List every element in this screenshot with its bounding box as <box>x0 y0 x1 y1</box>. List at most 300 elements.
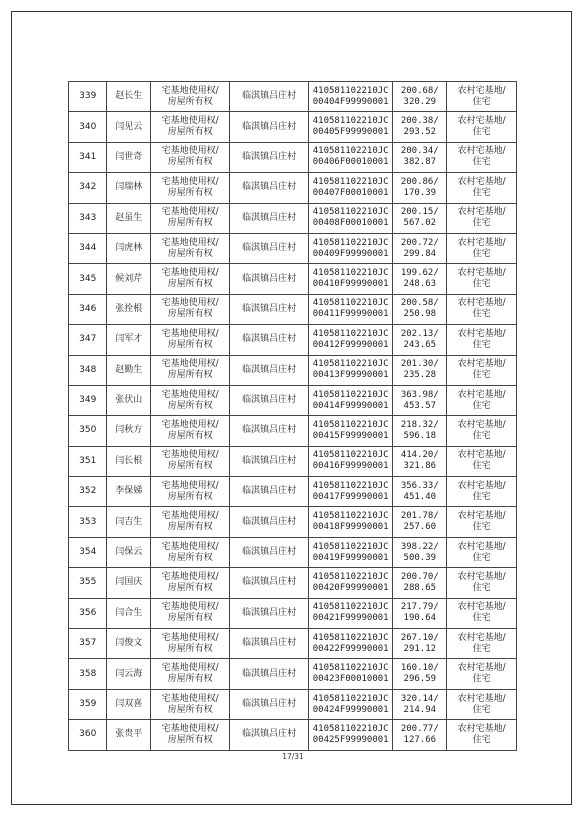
right-type-cell-line: 房屋所有权 <box>167 96 213 107</box>
area-cell-line: 201.30/ <box>400 359 439 370</box>
area-cell-line: 201.78/ <box>400 511 439 522</box>
owner-name-cell: 闫合生 <box>107 598 151 628</box>
area-cell-line: 500.39 <box>403 552 437 563</box>
owner-name-cell: 张贵平 <box>107 720 151 750</box>
record-number-cell: 340 <box>69 112 107 142</box>
owner-name-cell: 李保娣 <box>107 477 151 507</box>
owner-name-cell: 赵虽生 <box>107 203 151 233</box>
right-type-cell <box>151 203 230 233</box>
parcel-code-cell-line: 00405F99990001 <box>312 127 389 138</box>
right-type-cell-line: 房屋所有权 <box>167 218 213 229</box>
area-cell <box>393 629 447 659</box>
land-use-cell <box>447 598 517 628</box>
table-row <box>69 659 517 689</box>
area-cell-line: 127.66 <box>403 734 437 745</box>
right-type-cell <box>151 720 230 750</box>
parcel-code-cell-line: 410581102210JC <box>312 146 389 157</box>
area-cell <box>393 294 447 324</box>
owner-name-cell: 赵长生 <box>107 82 151 112</box>
record-number-cell: 349 <box>69 385 107 415</box>
parcel-code-cell <box>309 82 393 112</box>
parcel-code-cell-line: 00425F99990001 <box>312 734 389 745</box>
area-cell <box>393 477 447 507</box>
area-cell-line: 257.60 <box>403 522 437 533</box>
owner-name-cell: 张伏山 <box>107 385 151 415</box>
record-number-cell: 353 <box>69 507 107 537</box>
area-cell <box>393 385 447 415</box>
location-cell: 临淇镇吕庄村 <box>230 689 309 719</box>
land-use-cell <box>447 264 517 294</box>
record-number-cell: 351 <box>69 446 107 476</box>
area-cell <box>393 507 447 537</box>
right-type-cell-line: 宅基地使用权/ <box>161 359 219 370</box>
parcel-code-cell-line: 00404F99990001 <box>312 96 389 107</box>
land-use-cell <box>447 689 517 719</box>
table-row <box>69 203 517 233</box>
right-type-cell-line: 宅基地使用权/ <box>161 480 219 491</box>
owner-name-cell: 候刘芹 <box>107 264 151 294</box>
right-type-cell-line: 宅基地使用权/ <box>161 571 219 582</box>
parcel-code-cell <box>309 446 393 476</box>
location-cell: 临淇镇吕庄村 <box>230 264 309 294</box>
parcel-code-cell <box>309 598 393 628</box>
right-type-cell-line: 宅基地使用权/ <box>161 632 219 643</box>
area-cell-line: 200.77/ <box>400 723 439 734</box>
location-cell: 临淇镇吕庄村 <box>230 294 309 324</box>
right-type-cell <box>151 385 230 415</box>
location-cell: 临淇镇吕庄村 <box>230 325 309 355</box>
parcel-code-cell-line: 00413F99990001 <box>312 370 389 381</box>
right-type-cell-line: 房屋所有权 <box>167 157 213 168</box>
right-type-cell <box>151 82 230 112</box>
location-cell: 临淇镇吕庄村 <box>230 385 309 415</box>
land-use-cell-line: 住宅 <box>472 127 491 138</box>
parcel-code-cell <box>309 720 393 750</box>
land-use-cell-line: 农村宅基地/ <box>457 480 506 491</box>
area-cell <box>393 416 447 446</box>
parcel-code-cell <box>309 507 393 537</box>
right-type-cell-line: 房屋所有权 <box>167 187 213 198</box>
parcel-code-cell <box>309 416 393 446</box>
table-row <box>69 416 517 446</box>
land-use-cell <box>447 477 517 507</box>
record-number-cell: 359 <box>69 689 107 719</box>
parcel-code-cell-line: 00412F99990001 <box>312 339 389 350</box>
parcel-code-cell <box>309 659 393 689</box>
owner-name-cell: 闫瑞林 <box>107 173 151 203</box>
parcel-code-cell-line: 410581102210JC <box>312 450 389 461</box>
location-cell: 临淇镇吕庄村 <box>230 537 309 567</box>
table-row <box>69 720 517 750</box>
land-use-cell-line: 住宅 <box>472 704 491 715</box>
land-use-cell-line: 农村宅基地/ <box>457 450 506 461</box>
area-cell <box>393 598 447 628</box>
land-use-cell <box>447 325 517 355</box>
table-row <box>69 325 517 355</box>
area-cell <box>393 446 447 476</box>
land-use-cell-line: 农村宅基地/ <box>457 389 506 400</box>
land-use-cell-line: 住宅 <box>472 461 491 472</box>
land-use-cell-line: 农村宅基地/ <box>457 176 506 187</box>
area-cell-line: 218.32/ <box>400 419 439 430</box>
land-use-cell-line: 住宅 <box>472 582 491 593</box>
land-use-cell-line: 农村宅基地/ <box>457 511 506 522</box>
table-row <box>69 598 517 628</box>
area-cell-line: 320.29 <box>403 96 437 107</box>
right-type-cell-line: 宅基地使用权/ <box>161 176 219 187</box>
right-type-cell <box>151 659 230 689</box>
record-number-cell: 350 <box>69 416 107 446</box>
land-use-cell-line: 农村宅基地/ <box>457 723 506 734</box>
land-use-cell <box>447 112 517 142</box>
parcel-code-cell-line: 00410F99990001 <box>312 279 389 290</box>
land-use-cell <box>447 385 517 415</box>
area-cell-line: 299.84 <box>403 248 437 259</box>
parcel-code-cell-line: 00419F99990001 <box>312 552 389 563</box>
table-row <box>69 689 517 719</box>
parcel-code-cell-line: 410581102210JC <box>312 85 389 96</box>
right-type-cell-line: 房屋所有权 <box>167 643 213 654</box>
table-row <box>69 233 517 263</box>
owner-name-cell: 闫世奇 <box>107 142 151 172</box>
land-use-cell-line: 住宅 <box>472 157 491 168</box>
right-type-cell-line: 宅基地使用权/ <box>161 450 219 461</box>
parcel-code-cell <box>309 537 393 567</box>
land-use-cell-line: 农村宅基地/ <box>457 419 506 430</box>
right-type-cell-line: 宅基地使用权/ <box>161 511 219 522</box>
land-use-cell-line: 住宅 <box>472 734 491 745</box>
area-cell <box>393 82 447 112</box>
parcel-code-cell-line: 410581102210JC <box>312 116 389 127</box>
right-type-cell <box>151 446 230 476</box>
record-number-cell: 356 <box>69 598 107 628</box>
land-use-cell-line: 住宅 <box>472 552 491 563</box>
location-cell: 临淇镇吕庄村 <box>230 477 309 507</box>
area-cell-line: 202.13/ <box>400 328 439 339</box>
area-cell-line: 200.70/ <box>400 571 439 582</box>
area-cell-line: 200.72/ <box>400 237 439 248</box>
parcel-code-cell-line: 410581102210JC <box>312 723 389 734</box>
area-cell-line: 453.57 <box>403 400 437 411</box>
land-use-cell-line: 住宅 <box>472 522 491 533</box>
parcel-code-cell-line: 410581102210JC <box>312 571 389 582</box>
land-use-cell-line: 住宅 <box>472 339 491 350</box>
parcel-code-cell-line: 00414F99990001 <box>312 400 389 411</box>
parcel-code-cell <box>309 203 393 233</box>
parcel-code-cell-line: 00411F99990001 <box>312 309 389 320</box>
parcel-code-cell-line: 410581102210JC <box>312 328 389 339</box>
area-cell-line: 217.79/ <box>400 602 439 613</box>
land-use-cell-line: 住宅 <box>472 309 491 320</box>
parcel-code-cell-line: 00418F99990001 <box>312 522 389 533</box>
area-cell-line: 356.33/ <box>400 480 439 491</box>
area-cell-line: 567.02 <box>403 218 437 229</box>
area-cell-line: 160.10/ <box>400 663 439 674</box>
land-use-cell-line: 住宅 <box>472 370 491 381</box>
parcel-code-cell-line: 00406F00010001 <box>312 157 389 168</box>
record-number-cell: 342 <box>69 173 107 203</box>
parcel-code-cell-line: 410581102210JC <box>312 298 389 309</box>
area-cell-line: 596.18 <box>403 430 437 441</box>
land-use-cell-line: 住宅 <box>472 400 491 411</box>
area-cell-line: 170.39 <box>403 187 437 198</box>
area-cell-line: 288.65 <box>403 582 437 593</box>
land-use-cell-line: 住宅 <box>472 613 491 624</box>
land-use-cell-line: 农村宅基地/ <box>457 571 506 582</box>
land-use-cell-line: 住宅 <box>472 430 491 441</box>
area-cell-line: 199.62/ <box>400 268 439 279</box>
location-cell: 临淇镇吕庄村 <box>230 568 309 598</box>
parcel-code-cell-line: 00421F99990001 <box>312 613 389 624</box>
land-use-cell-line: 农村宅基地/ <box>457 541 506 552</box>
right-type-cell-line: 房屋所有权 <box>167 491 213 502</box>
area-cell-line: 200.34/ <box>400 146 439 157</box>
area-cell <box>393 264 447 294</box>
area-cell <box>393 689 447 719</box>
table-row <box>69 112 517 142</box>
right-type-cell <box>151 294 230 324</box>
land-use-cell-line: 住宅 <box>472 218 491 229</box>
record-number-cell: 344 <box>69 233 107 263</box>
right-type-cell <box>151 264 230 294</box>
area-cell-line: 250.98 <box>403 309 437 320</box>
owner-name-cell: 张拴根 <box>107 294 151 324</box>
land-use-cell <box>447 82 517 112</box>
land-use-cell-line: 住宅 <box>472 491 491 502</box>
right-type-cell <box>151 173 230 203</box>
area-cell-line: 414.20/ <box>400 450 439 461</box>
area-cell <box>393 233 447 263</box>
records-body <box>69 82 517 751</box>
land-use-cell-line: 住宅 <box>472 248 491 259</box>
location-cell: 临淇镇吕庄村 <box>230 142 309 172</box>
right-type-cell <box>151 355 230 385</box>
right-type-cell-line: 房屋所有权 <box>167 279 213 290</box>
land-use-cell-line: 农村宅基地/ <box>457 632 506 643</box>
parcel-code-cell-line: 410581102210JC <box>312 663 389 674</box>
page-number: 17/31 <box>282 752 304 761</box>
area-cell-line: 190.64 <box>403 613 437 624</box>
location-cell: 临淇镇吕庄村 <box>230 446 309 476</box>
right-type-cell-line: 房屋所有权 <box>167 461 213 472</box>
table-row <box>69 477 517 507</box>
right-type-cell <box>151 507 230 537</box>
right-type-cell <box>151 112 230 142</box>
record-number-cell: 345 <box>69 264 107 294</box>
record-number-cell: 358 <box>69 659 107 689</box>
area-cell <box>393 173 447 203</box>
right-type-cell <box>151 477 230 507</box>
right-type-cell-line: 宅基地使用权/ <box>161 207 219 218</box>
land-use-cell-line: 农村宅基地/ <box>457 693 506 704</box>
area-cell-line: 200.68/ <box>400 85 439 96</box>
land-use-cell-line: 农村宅基地/ <box>457 85 506 96</box>
parcel-code-cell <box>309 142 393 172</box>
right-type-cell-line: 房屋所有权 <box>167 309 213 320</box>
parcel-code-cell-line: 00424F99990001 <box>312 704 389 715</box>
land-use-cell <box>447 203 517 233</box>
parcel-code-cell <box>309 325 393 355</box>
area-cell-line: 235.28 <box>403 370 437 381</box>
land-use-cell <box>447 142 517 172</box>
right-type-cell-line: 宅基地使用权/ <box>161 328 219 339</box>
parcel-code-cell <box>309 629 393 659</box>
parcel-code-cell <box>309 568 393 598</box>
area-cell-line: 296.59 <box>403 674 437 685</box>
location-cell: 临淇镇吕庄村 <box>230 233 309 263</box>
location-cell: 临淇镇吕庄村 <box>230 507 309 537</box>
right-type-cell-line: 宅基地使用权/ <box>161 419 219 430</box>
area-cell <box>393 325 447 355</box>
record-number-cell: 346 <box>69 294 107 324</box>
area-cell-line: 363.98/ <box>400 389 439 400</box>
area-cell <box>393 355 447 385</box>
owner-name-cell: 闫双喜 <box>107 689 151 719</box>
right-type-cell <box>151 629 230 659</box>
table-row <box>69 446 517 476</box>
owner-name-cell: 闫云海 <box>107 659 151 689</box>
parcel-code-cell-line: 410581102210JC <box>312 419 389 430</box>
land-use-cell-line: 农村宅基地/ <box>457 359 506 370</box>
right-type-cell-line: 宅基地使用权/ <box>161 298 219 309</box>
right-type-cell-line: 房屋所有权 <box>167 734 213 745</box>
area-cell-line: 243.65 <box>403 339 437 350</box>
parcel-code-cell <box>309 112 393 142</box>
table-row <box>69 537 517 567</box>
owner-name-cell: 闫见云 <box>107 112 151 142</box>
area-cell-line: 382.87 <box>403 157 437 168</box>
right-type-cell-line: 宅基地使用权/ <box>161 268 219 279</box>
land-use-cell <box>447 173 517 203</box>
right-type-cell <box>151 142 230 172</box>
right-type-cell-line: 房屋所有权 <box>167 552 213 563</box>
owner-name-cell: 闫长根 <box>107 446 151 476</box>
parcel-code-cell <box>309 355 393 385</box>
right-type-cell <box>151 537 230 567</box>
table-row <box>69 355 517 385</box>
land-use-cell-line: 农村宅基地/ <box>457 298 506 309</box>
table-row <box>69 568 517 598</box>
area-cell-line: 293.52 <box>403 127 437 138</box>
owner-name-cell: 闫虎林 <box>107 233 151 263</box>
owner-name-cell: 闫吉生 <box>107 507 151 537</box>
area-cell-line: 248.63 <box>403 279 437 290</box>
right-type-cell <box>151 416 230 446</box>
land-use-cell <box>447 446 517 476</box>
owner-name-cell: 闫军才 <box>107 325 151 355</box>
right-type-cell <box>151 325 230 355</box>
table-row <box>69 142 517 172</box>
right-type-cell-line: 宅基地使用权/ <box>161 602 219 613</box>
right-type-cell-line: 房屋所有权 <box>167 522 213 533</box>
right-type-cell-line: 宅基地使用权/ <box>161 541 219 552</box>
table-row <box>69 507 517 537</box>
location-cell: 临淇镇吕庄村 <box>230 173 309 203</box>
parcel-code-cell-line: 00422F99990001 <box>312 643 389 654</box>
record-number-cell: 348 <box>69 355 107 385</box>
land-use-cell-line: 农村宅基地/ <box>457 663 506 674</box>
land-use-cell-line: 农村宅基地/ <box>457 602 506 613</box>
land-use-cell-line: 住宅 <box>472 643 491 654</box>
area-cell-line: 200.86/ <box>400 176 439 187</box>
parcel-code-cell-line: 00409F99990001 <box>312 248 389 259</box>
parcel-code-cell-line: 410581102210JC <box>312 541 389 552</box>
right-type-cell-line: 房屋所有权 <box>167 370 213 381</box>
record-number-cell: 360 <box>69 720 107 750</box>
land-use-cell-line: 农村宅基地/ <box>457 237 506 248</box>
record-number-cell: 352 <box>69 477 107 507</box>
right-type-cell-line: 宅基地使用权/ <box>161 389 219 400</box>
land-use-cell <box>447 355 517 385</box>
right-type-cell-line: 宅基地使用权/ <box>161 85 219 96</box>
area-cell <box>393 112 447 142</box>
records-table <box>68 81 517 751</box>
area-cell-line: 321.86 <box>403 461 437 472</box>
area-cell-line: 320.14/ <box>400 693 439 704</box>
land-use-cell-line: 农村宅基地/ <box>457 116 506 127</box>
land-use-cell-line: 住宅 <box>472 96 491 107</box>
right-type-cell-line: 房屋所有权 <box>167 127 213 138</box>
area-cell-line: 200.58/ <box>400 298 439 309</box>
right-type-cell <box>151 233 230 263</box>
parcel-code-cell-line: 410581102210JC <box>312 268 389 279</box>
area-cell <box>393 537 447 567</box>
land-use-cell <box>447 720 517 750</box>
parcel-code-cell <box>309 477 393 507</box>
parcel-code-cell-line: 00408F00010001 <box>312 218 389 229</box>
right-type-cell-line: 房屋所有权 <box>167 704 213 715</box>
parcel-code-cell <box>309 689 393 719</box>
parcel-code-cell-line: 00420F99990001 <box>312 582 389 593</box>
right-type-cell-line: 宅基地使用权/ <box>161 663 219 674</box>
area-cell-line: 451.40 <box>403 491 437 502</box>
right-type-cell-line: 房屋所有权 <box>167 248 213 259</box>
owner-name-cell: 赵勤生 <box>107 355 151 385</box>
right-type-cell-line: 房屋所有权 <box>167 613 213 624</box>
parcel-code-cell-line: 00416F99990001 <box>312 461 389 472</box>
right-type-cell <box>151 568 230 598</box>
location-cell: 临淇镇吕庄村 <box>230 355 309 385</box>
right-type-cell-line: 宅基地使用权/ <box>161 116 219 127</box>
parcel-code-cell <box>309 294 393 324</box>
right-type-cell <box>151 689 230 719</box>
parcel-code-cell <box>309 264 393 294</box>
parcel-code-cell-line: 410581102210JC <box>312 207 389 218</box>
area-cell-line: 214.94 <box>403 704 437 715</box>
parcel-code-cell-line: 410581102210JC <box>312 359 389 370</box>
location-cell: 临淇镇吕庄村 <box>230 112 309 142</box>
land-use-cell <box>447 537 517 567</box>
area-cell <box>393 568 447 598</box>
land-use-cell <box>447 416 517 446</box>
owner-name-cell: 闫国庆 <box>107 568 151 598</box>
owner-name-cell: 闫俊文 <box>107 629 151 659</box>
parcel-code-cell <box>309 233 393 263</box>
area-cell-line: 291.12 <box>403 643 437 654</box>
location-cell: 临淇镇吕庄村 <box>230 82 309 112</box>
record-number-cell: 355 <box>69 568 107 598</box>
right-type-cell-line: 房屋所有权 <box>167 674 213 685</box>
land-use-cell <box>447 507 517 537</box>
parcel-code-cell-line: 00417F99990001 <box>312 491 389 502</box>
record-number-cell: 341 <box>69 142 107 172</box>
parcel-code-cell-line: 410581102210JC <box>312 176 389 187</box>
location-cell: 临淇镇吕庄村 <box>230 629 309 659</box>
right-type-cell-line: 房屋所有权 <box>167 400 213 411</box>
record-number-cell: 347 <box>69 325 107 355</box>
owner-name-cell: 闫保云 <box>107 537 151 567</box>
land-use-cell <box>447 659 517 689</box>
